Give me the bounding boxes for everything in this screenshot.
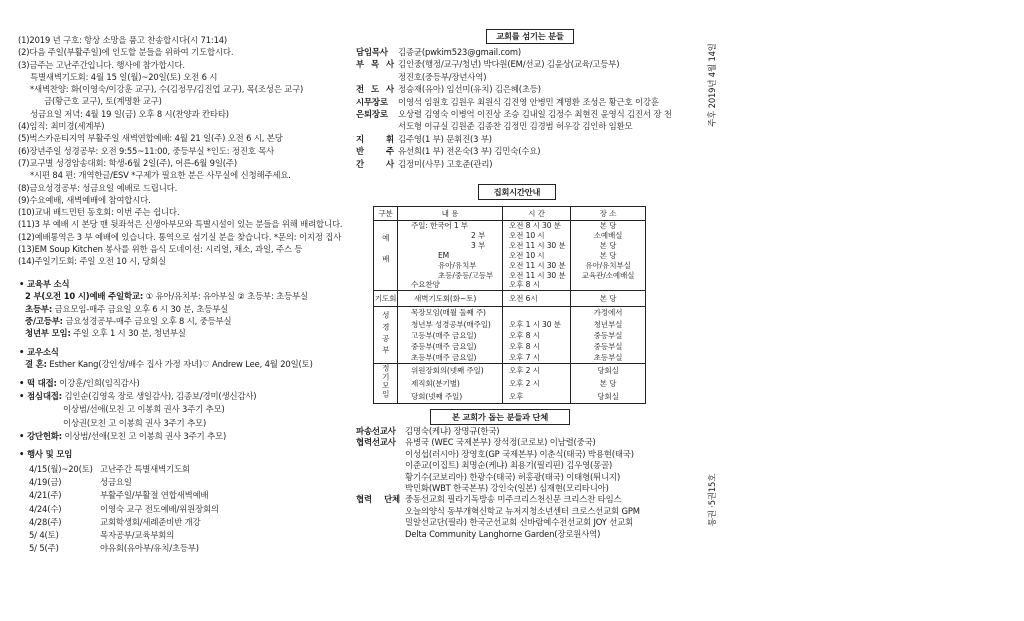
education-item-text: 금요성경공부-매주 금요일 오후 8 시, 중등부실 bbox=[65, 315, 232, 326]
notice-line: (2)다음 주일(부활주일)에 인도할 분들을 위하여 기도합시다. bbox=[18, 47, 234, 58]
staff-value: 서도형 이규실 김원준 김종찬 김정민 김경범 허우강 김인하 임환모 bbox=[398, 121, 633, 132]
lunch-line: 이상범/선애(모친 고 이봉희 권사 3주기 추모) bbox=[63, 404, 225, 415]
schedule-content: 새벽기도회(화~토) bbox=[398, 291, 503, 307]
notice-line: 금(황근호 교구), 토(계명환 교구) bbox=[44, 96, 162, 107]
event-date: 4/21(주) bbox=[29, 490, 62, 501]
schedule-content: 중등부(매주 금요일) bbox=[398, 341, 503, 352]
event-row bbox=[19, 463, 357, 476]
notice-line: (11)3 부 예배 시 본당 맨 뒷좌석은 신생아부모와 특별시설이 있는 분들을 위해 배려합니다. bbox=[18, 219, 343, 230]
schedule-category bbox=[374, 221, 398, 291]
schedule-row bbox=[374, 307, 646, 319]
wedding-label: 결 혼: bbox=[25, 359, 47, 370]
category-label: 정기모임 bbox=[381, 364, 391, 399]
schedule-content: 초등부(매주 금요일) bbox=[398, 352, 503, 364]
event-name: 성금요일 bbox=[100, 477, 132, 488]
staff-value: 김정미(사무) 고호준(관리) bbox=[398, 158, 493, 169]
schedule-row bbox=[374, 241, 646, 251]
support-value: 황기수(코보리아) 한광수(태국) 허홍광(태국) 이태형(튀니지) bbox=[405, 471, 621, 482]
wedding-text: Esther Kang(강인성/배수 집사 가정 자녀)♡ Andrew Lee, 4월 20일(토) bbox=[49, 359, 313, 370]
hospitality bbox=[19, 377, 357, 443]
education-item-label: 청년부 모임: bbox=[25, 328, 71, 339]
schedule-row bbox=[374, 280, 646, 290]
category-label: 성경공부 bbox=[381, 310, 391, 357]
members-news bbox=[19, 346, 357, 371]
staff-value: 김인중(행정/교구/청년) 박다원(EM/선교) 김윤상(교육/고등부) bbox=[398, 59, 620, 70]
staff-value: 오상렬 김영숙 이병억 이진상 조승 김내일 김정수 최현진 윤영식 김진서 장 천 bbox=[398, 108, 672, 119]
event-name: 부활주일/부활절 연합새벽예배 bbox=[100, 490, 209, 501]
schedule-place: 중등부실 bbox=[571, 330, 646, 341]
events-heading: • 행사 및 모임 bbox=[19, 449, 73, 459]
support-label: 협력선교사 bbox=[356, 437, 396, 448]
schedule-content: 목장모임(매월 둘째 주) bbox=[398, 307, 503, 319]
schedule-category bbox=[374, 307, 398, 364]
schedule-place: 본 당 bbox=[571, 221, 646, 231]
schedule-place: 본 당 bbox=[571, 251, 646, 261]
notice-line: (10)교내 배드민턴 동호회: 이번 주는 쉽니다. bbox=[18, 207, 180, 218]
schedule-place bbox=[571, 280, 646, 290]
event-row bbox=[19, 542, 357, 555]
schedule-content: 수요찬양 bbox=[398, 280, 503, 290]
staff-value: 이영석 임원호 김원우 최원식 김진영 안병민 계명환 조성은 황근호 이강훈 bbox=[398, 96, 659, 107]
schedule-content: 당회(넷째 주일) bbox=[398, 390, 503, 404]
schedule-time: 오후 2 시 bbox=[503, 377, 571, 390]
schedule-content: 청년부 성경공부(매주일) bbox=[398, 319, 503, 330]
schedule-content: 위원장회의(넷째 주일) bbox=[398, 364, 503, 378]
staff-row bbox=[356, 58, 690, 70]
event-row bbox=[19, 476, 357, 489]
staff-label: 은퇴장로 bbox=[356, 108, 388, 119]
staff-label: 전 도 사 bbox=[356, 84, 394, 95]
support-row bbox=[356, 426, 690, 437]
ricecake-line bbox=[19, 377, 357, 390]
event-name: 이영숙 교구 전도예배/위원장회의 bbox=[100, 503, 219, 514]
schedule-row bbox=[374, 390, 646, 404]
schedule-place: 당회실 bbox=[571, 364, 646, 378]
event-row bbox=[19, 516, 357, 529]
notice-line: (13)EM Soup Kitchen 봉사를 위한 음식 도네이션: 시리얼, 채소, 과일, 주스 등 bbox=[18, 244, 303, 255]
support-value: 김명숙(케냐) 장명규(한국) bbox=[405, 426, 500, 436]
staff-value: 유선희(1 부) 전온숙(3 부) 김민숙(수요) bbox=[398, 146, 541, 157]
events bbox=[19, 448, 357, 555]
event-date: 4/28(주) bbox=[29, 516, 62, 527]
schedule-time: 오후 1 시 30 분 bbox=[503, 319, 571, 330]
schedule-time: 오후 7 시 bbox=[503, 352, 571, 364]
support-row bbox=[356, 437, 690, 448]
education-item-text: 주일 오후 1 시 30 분, 청년부실 bbox=[73, 328, 186, 339]
event-date: 4/24(수) bbox=[29, 503, 62, 514]
support-label: 협력 단체 bbox=[356, 494, 400, 505]
schedule-row bbox=[374, 341, 646, 352]
schedule-place: 당회실 bbox=[571, 390, 646, 404]
staff-row bbox=[356, 83, 690, 95]
schedule-place: 가정에서 bbox=[571, 307, 646, 319]
lunch-text: 김인순(김영옥 장로 생일감사), 김종보/경미(생신감사) bbox=[64, 391, 257, 402]
flowers-line bbox=[19, 430, 357, 443]
schedule-row bbox=[374, 261, 646, 271]
event-date: 4/19(금) bbox=[29, 477, 62, 488]
flowers-text: 이상범/선애(모친 고 이봉희 권사 3주기 추모) bbox=[64, 430, 227, 441]
notice-line: (12)예배통역은 3 부 예배에 있습니다. 통역으로 섬기실 분을 찾습니다. *문의: 이지정 집사 bbox=[18, 231, 342, 242]
schedule-header: 구분 bbox=[374, 207, 398, 221]
support-value: 중동선교회 필라기독방송 미주크리스천신문 크리스찬 타임스 bbox=[405, 494, 622, 505]
staff-label: 부 목 사 bbox=[356, 59, 394, 70]
support-value: 이성섭(러시아) 장영호(GP 국제본부) 이춘식(태국) 박용현(태국) bbox=[405, 448, 634, 459]
education-item-label: 중/고등부: bbox=[25, 315, 63, 326]
schedule-time: 오후 bbox=[503, 390, 571, 404]
notice-line: (8)금요성경공부: 성금요일 예배로 드립니다. bbox=[18, 182, 178, 193]
flowers-label: • 강단헌화: bbox=[19, 430, 62, 441]
schedule-table-wrap bbox=[373, 206, 646, 404]
staff-value: 정승재(유아) 임선미(유치) 김은혜(초등) bbox=[398, 84, 541, 95]
members-heading: • 교우소식 bbox=[19, 347, 59, 357]
schedule-content: 초등/중등/고등부 bbox=[398, 271, 503, 281]
notice-line: *새벽찬양: 화(이영숙/이강훈 교구), 수(김정무/김진업 교구), 목(조성은 교구) bbox=[30, 84, 304, 95]
staff-label: 반 주 bbox=[356, 146, 394, 157]
bulletin-volume: 통권 ·5권15호 bbox=[707, 473, 717, 527]
support-label: 파송선교사 bbox=[356, 426, 396, 436]
notice-line: 특별새벽기도회: 4월 15 일(월)~20일(토) 오전 6 시 bbox=[30, 71, 218, 82]
event-row bbox=[19, 503, 357, 516]
education-item bbox=[19, 315, 357, 327]
support-value: 밀알선교단(필라) 한국군선교회 신바람예수전선교회 JOY 선교회 bbox=[405, 517, 634, 528]
staff-row bbox=[356, 108, 690, 120]
schedule-time: 오전 10 시 bbox=[503, 231, 571, 241]
schedule-row bbox=[374, 352, 646, 364]
schedule-place: 청년부실 bbox=[571, 319, 646, 330]
schedule-content: EM bbox=[398, 251, 503, 261]
education-item-text: ① 유아/유치부: 유아부실 ② 초등부: 초등부실 bbox=[145, 291, 308, 302]
schedule-place: 중등부실 bbox=[571, 341, 646, 352]
education-news bbox=[19, 278, 357, 339]
staff-label: 간 사 bbox=[356, 158, 394, 169]
staff-row bbox=[356, 46, 690, 58]
ricecake-text: 이강훈/인희(임직감사) bbox=[59, 378, 140, 388]
schedule-row bbox=[374, 271, 646, 281]
schedule-row bbox=[374, 231, 646, 241]
notice-line: *시편 84 편: 개역한글/ESV *구제가 필요한 분은 사무실에 신청해주세요. bbox=[30, 170, 291, 181]
schedule-content: 제직회(분기별) bbox=[398, 377, 503, 390]
support-title: 본 교회가 돕는 분들과 단체 bbox=[430, 409, 570, 425]
schedule-time: 오후 2 시 bbox=[503, 364, 571, 378]
event-name: 고난주간 특별새벽기도회 bbox=[100, 464, 190, 474]
staff-label: 담임목사 bbox=[356, 47, 388, 57]
schedule-content: 유아/유치부 bbox=[398, 261, 503, 271]
schedule-row bbox=[374, 377, 646, 390]
ricecake-label: • 떡 대접: bbox=[19, 378, 57, 388]
schedule-table bbox=[373, 206, 646, 404]
schedule-place: 교육관/소예배실 bbox=[571, 271, 646, 281]
staff-list bbox=[356, 46, 690, 170]
schedule-place: 유아/유치부실 bbox=[571, 261, 646, 271]
schedule-row bbox=[374, 319, 646, 330]
schedule-content: 3 부 bbox=[398, 241, 503, 251]
support-value: 오늘의양식 동부개혁신학교 뉴저지청소년센터 크로스선교회 GPM bbox=[405, 505, 640, 516]
schedule-time: 오전 8 시 30 분 bbox=[503, 221, 571, 231]
event-name: 교회학생회/세례준비반 개강 bbox=[100, 516, 201, 527]
staff-row bbox=[356, 158, 690, 170]
event-name: 야유회(유아부/유치/초등부) bbox=[100, 543, 199, 554]
schedule-time: 오전 10 시 bbox=[503, 251, 571, 261]
education-item bbox=[19, 303, 357, 315]
staff-value: 정진호(중등부/장년사역) bbox=[398, 71, 487, 82]
staff-row bbox=[356, 145, 690, 157]
staff-row bbox=[356, 133, 690, 145]
education-heading: • 교육부 소식 bbox=[19, 279, 70, 289]
schedule-content: 고등부(매주 금요일) bbox=[398, 330, 503, 341]
schedule-content: 2 부 bbox=[398, 231, 503, 241]
lunch-line bbox=[19, 390, 357, 403]
schedule-category bbox=[374, 364, 398, 404]
schedule-place: 초등부실 bbox=[571, 352, 646, 364]
event-date: 5/ 5(주) bbox=[29, 543, 59, 554]
education-item-label: 초등부: bbox=[25, 303, 53, 314]
notice-line: 성금요일 저녁: 4월 19 일(금) 오후 8 시(찬양과 칸타타) bbox=[30, 108, 229, 119]
staff-value: 김주영(1 부) 문휘진(3 부) bbox=[398, 133, 492, 144]
category-label: 예배 bbox=[381, 233, 391, 275]
notice-line: (14)주일기도회: 주일 오전 10 시, 당회실 bbox=[18, 256, 166, 267]
schedule-row bbox=[374, 291, 646, 307]
lunch-label: • 점심대접: bbox=[19, 391, 62, 402]
staff-row bbox=[356, 96, 690, 108]
staff-label: 지 휘 bbox=[356, 133, 394, 144]
schedule-title: 집회시간안내 bbox=[478, 184, 556, 200]
wedding-line bbox=[19, 358, 357, 370]
schedule-row bbox=[374, 364, 646, 378]
schedule-time bbox=[503, 307, 571, 319]
support-value: 유병국 (WEC 국제본부) 장석정(코로보) 이남렬(중국) bbox=[405, 437, 596, 448]
bulletin-date: 주후 2019년 4월 14일 bbox=[707, 43, 717, 127]
staff-label: 시무장로 bbox=[356, 96, 388, 107]
event-row bbox=[19, 529, 357, 542]
notice-line: (3)금주는 고난주간입니다. 행사에 참가합시다. bbox=[18, 59, 185, 70]
schedule-time: 오후 8 시 bbox=[503, 280, 571, 290]
schedule-time: 오전 6시 bbox=[503, 291, 571, 307]
schedule-place: 본 당 bbox=[571, 377, 646, 390]
support-value: 박민화(WBT 한국본부) 강인숙(일본) 심재현(모리타니아) bbox=[405, 482, 609, 493]
schedule-place: 본 당 bbox=[571, 291, 646, 307]
event-row bbox=[19, 489, 357, 502]
schedule-place: 본 당 bbox=[571, 241, 646, 251]
event-date: 4/15(월)~20(토) bbox=[29, 464, 93, 474]
event-name: 목자공부/교육부회의 bbox=[100, 529, 175, 540]
notices-list bbox=[18, 34, 356, 268]
notice-line: (5)벅스카운티지역 부활주일 새벽연합예배: 4월 21 일(주) 오전 6 시, 본당 bbox=[18, 133, 283, 144]
event-date: 5/ 4(토) bbox=[29, 529, 59, 540]
schedule-row bbox=[374, 251, 646, 261]
notice-line: (9)수요예배, 새벽예배에 참여합시다. bbox=[18, 194, 151, 205]
schedule-content: 주일: 한국어 1 부 bbox=[398, 221, 503, 231]
support-value: 이준교(이집트) 최명순(케냐) 최용기(필리핀) 김우영(몽골) bbox=[405, 460, 613, 471]
support-value: Delta Community Langhorne Garden(장로원사역) bbox=[405, 528, 601, 539]
schedule-header: 내 용 bbox=[398, 207, 503, 221]
staff-value: 김종균(pwkim523@gmail.com) bbox=[398, 47, 522, 57]
schedule-time: 오전 11 시 30 분 bbox=[503, 271, 571, 281]
schedule-header: 시 간 bbox=[503, 207, 571, 221]
education-item bbox=[19, 327, 357, 339]
schedule-time: 오전 11 시 30 분 bbox=[503, 241, 571, 251]
schedule-header: 장 소 bbox=[571, 207, 646, 221]
education-item bbox=[19, 290, 357, 302]
notice-line: (7)교구별 성경암송대회: 학생-6월 2일(주), 어른-6월 9일(주) bbox=[18, 157, 237, 168]
staff-title: 교회를 섬기는 분들 bbox=[486, 29, 574, 44]
schedule-place: 소예배실 bbox=[571, 231, 646, 241]
notice-line: (1)2019 년 구호: 항상 소망을 품고 찬송합시다(시 71:14) bbox=[18, 35, 228, 45]
schedule-time: 오전 11 시 30 분 bbox=[503, 261, 571, 271]
schedule-header-row bbox=[374, 207, 646, 221]
schedule-category bbox=[374, 291, 398, 307]
schedule-row bbox=[374, 221, 646, 231]
support-row bbox=[356, 494, 690, 505]
schedule-time: 오후 8 시 bbox=[503, 341, 571, 352]
education-item-text: 금요모임-매주 금요일 오후 6 시 30 분, 초등부실 bbox=[54, 303, 229, 314]
notice-line: (6)장년주일 성경공부: 오전 9:55~11:00, 중등부실 *인도: 정진호 목사 bbox=[18, 145, 275, 156]
education-item-label: 2 부(오전 10 시)예배 주일학교: bbox=[25, 291, 144, 302]
schedule-row bbox=[374, 330, 646, 341]
notice-line: (4)임직: 최미경(세계부) bbox=[18, 121, 105, 132]
category-label: 기도회 bbox=[374, 294, 397, 304]
schedule-time: 오후 8 시 bbox=[503, 330, 571, 341]
support-list bbox=[356, 426, 690, 540]
lunch-line: 이상권(모친 고 이봉희 권사 3주기 추모) bbox=[63, 417, 207, 428]
